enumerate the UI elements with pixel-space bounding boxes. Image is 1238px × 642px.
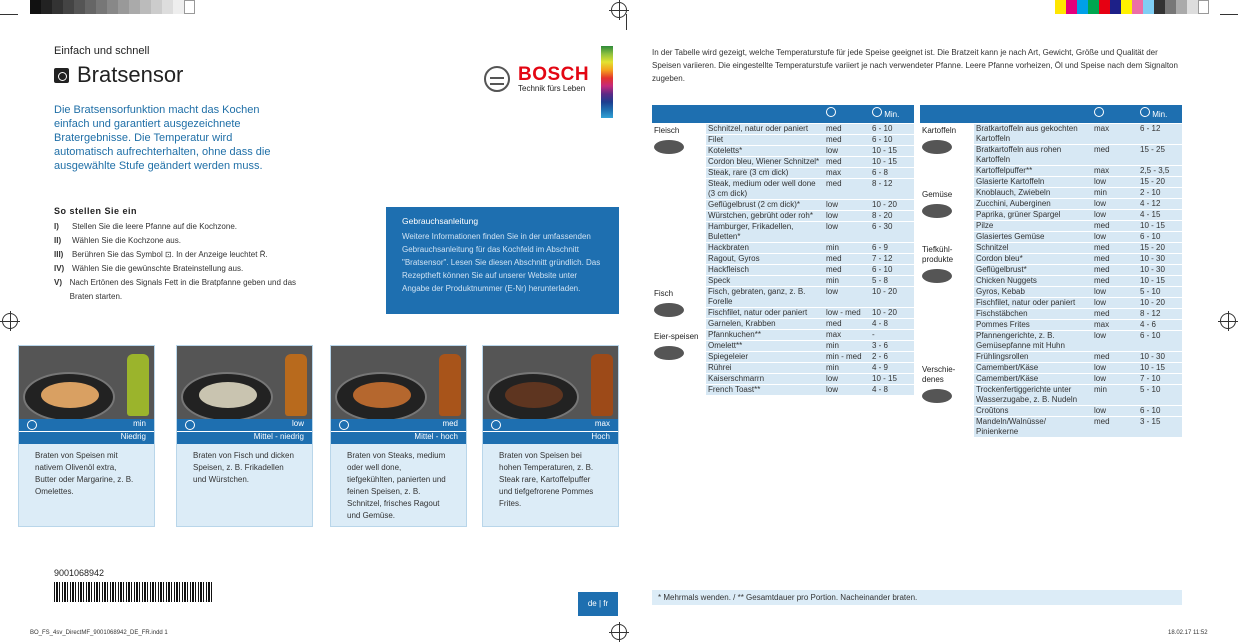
category-food-icon [922, 269, 952, 283]
pan-photo [19, 346, 154, 419]
category-food-icon [654, 140, 684, 154]
table-header-level [1092, 105, 1138, 123]
level-cell: low [1092, 209, 1138, 220]
level-card-low [176, 345, 313, 527]
level-description: Braten von Fisch und dicken Speisen, z. B. Frikadellen und Würstchen. [177, 444, 312, 526]
level-cell: low [824, 199, 870, 210]
category-food-icon [922, 204, 952, 218]
food-cell: Knoblauch, Zwiebeln [974, 187, 1092, 198]
food-cell: Hackbraten [706, 242, 824, 253]
registration-mark-top [611, 2, 627, 18]
minutes-cell: 6 - 12 [1138, 123, 1182, 144]
level-cell: max [1092, 123, 1138, 144]
level-cell: med [1092, 416, 1138, 437]
category-label: Eier-speisen [654, 331, 699, 341]
registration-mark-right [1220, 313, 1236, 329]
step-item: I) Stellen Sie die leere Pfanne auf die Kochzone. [54, 222, 238, 231]
page-title-text: Bratsensor [77, 62, 184, 87]
level-cell: min - med [824, 351, 870, 362]
food-cell: Hamburger, Frikadellen, Buletten* [706, 221, 824, 242]
level-cell: min [1092, 187, 1138, 198]
fold-mark [626, 14, 627, 30]
table-header-food [706, 105, 824, 123]
level-cell: med [824, 156, 870, 167]
level-cell: max [1092, 165, 1138, 176]
minutes-cell: 2 - 6 [870, 351, 914, 362]
food-cell: Glasiertes Gemüse [974, 231, 1092, 242]
minutes-cell: 15 - 20 [1138, 176, 1182, 187]
minutes-cell: 6 - 10 [870, 134, 914, 145]
minutes-cell: 10 - 20 [870, 199, 914, 210]
minutes-cell: 7 - 12 [870, 253, 914, 264]
level-cell: med [1092, 264, 1138, 275]
table-intro-note: In der Tabelle wird gezeigt, welche Temperaturstufe für jede Speise geeignet ist. Die Bratzeit kann je nach Art, Gewicht, Größe und Qualität der Speisen variieren. Die eingestellte Temperaturstufe variiert je nach verwendeter Pfanne. Leere Pfanne vorheizen, Öl und Speise nach dem Signalton zugeben. [652, 48, 1178, 83]
minutes-cell: 10 - 30 [1138, 253, 1182, 264]
temperature-icon [339, 420, 349, 430]
food-cell: Schnitzel, natur oder paniert [706, 123, 824, 134]
level-cell: max [1092, 319, 1138, 330]
minutes-cell: 15 - 25 [1138, 144, 1182, 165]
temperature-icon [185, 420, 195, 430]
food-cell: Camembert/Käse [974, 373, 1092, 384]
food-cell: Steak, medium oder well done (3 cm dick) [706, 178, 824, 199]
food-cell: Fisch, gebraten, ganz, z. B. Forelle [706, 286, 824, 307]
temperature-icon [1094, 107, 1104, 117]
category-label: Fleisch [654, 125, 680, 135]
table-header-food [974, 105, 1092, 123]
level-cell: low [824, 373, 870, 384]
page-title [54, 62, 183, 88]
food-cell: Paprika, grüner Spargel [974, 209, 1092, 220]
minutes-cell: 6 - 9 [870, 242, 914, 253]
food-cell: Glasierte Kartoffeln [974, 176, 1092, 187]
minutes-cell: 6 - 10 [1138, 330, 1182, 351]
food-cell: Frühlingsrollen [974, 351, 1092, 362]
minutes-cell: 8 - 20 [870, 210, 914, 221]
step-item: V) Nach Ertönen des Signals Fett in die Bratpfanne geben und das Braten starten. [54, 278, 297, 301]
pan-photo [177, 346, 312, 419]
level-name: Mittel - niedrig [177, 431, 312, 444]
pan-photo [331, 346, 466, 419]
category-cell [920, 362, 974, 437]
level-cell: min [1092, 384, 1138, 405]
print-grayscale-bar [30, 0, 195, 14]
level-cell: low [1092, 297, 1138, 308]
level-cell: min [824, 362, 870, 373]
barcode [54, 582, 214, 602]
oil-bottle [285, 354, 307, 416]
step-item: IV) Wählen Sie die gewünschte Brateinstellung aus. [54, 264, 244, 273]
temperature-icon [826, 107, 836, 117]
food-cell: French Toast** [706, 384, 824, 395]
food-cell: Bratkartoffeln aus rohen Kartoffeln [974, 144, 1092, 165]
brand-name: BOSCH [518, 64, 590, 85]
category-label: Verschie-denes [922, 364, 956, 384]
level-cell: low [824, 221, 870, 242]
food-cell: Koteletts* [706, 145, 824, 156]
table-header-category [920, 105, 974, 123]
food-cell: Spiegeleier [706, 351, 824, 362]
brand-slogan: Technik fürs Leben [518, 84, 586, 93]
minutes-cell: 6 - 8 [870, 167, 914, 178]
food-cell: Pommes Frites [974, 319, 1092, 330]
category-food-icon [654, 346, 684, 360]
table-header-level [824, 105, 870, 123]
minutes-cell: 10 - 15 [1138, 220, 1182, 231]
level-cell: med [824, 134, 870, 145]
food-cell: Bratkartoffeln aus gekochten Kartoffeln [974, 123, 1092, 144]
level-label: low [177, 419, 312, 431]
category-food-icon [922, 140, 952, 154]
minutes-cell: 5 - 10 [1138, 286, 1182, 297]
level-cell: med [1092, 308, 1138, 319]
minutes-cell: 8 - 12 [870, 178, 914, 199]
minutes-cell: 5 - 10 [1138, 384, 1182, 405]
minutes-cell: 2,5 - 3,5 [1138, 165, 1182, 176]
food-cell: Filet [706, 134, 824, 145]
level-description: Braten von Steaks, medium oder well done, tiefgekühlten, panierten und feinen Speisen, z. B. Schnitzel, frisches Ragout und Gemüse. [331, 444, 466, 526]
cooking-table-right [920, 105, 1182, 438]
level-label: max [483, 419, 618, 431]
step-item: II) Wählen Sie die Kochzone aus. [54, 236, 181, 245]
level-cell: med [824, 264, 870, 275]
minutes-cell: 8 - 12 [1138, 308, 1182, 319]
registration-mark-bottom [611, 624, 627, 640]
level-cell: med [1092, 351, 1138, 362]
timer-icon [872, 107, 882, 117]
category-food-icon [654, 303, 684, 317]
table-row [920, 242, 1182, 253]
level-cell: low [1092, 330, 1138, 351]
bosch-armature-icon [484, 66, 510, 92]
table-row [652, 286, 914, 307]
minutes-cell: 10 - 15 [870, 156, 914, 167]
level-cell: med [1092, 144, 1138, 165]
level-cell: med [1092, 242, 1138, 253]
minutes-cell: 10 - 15 [870, 145, 914, 156]
category-label: Fisch [654, 288, 674, 298]
minutes-cell: 4 - 6 [1138, 319, 1182, 330]
level-cell: low [1092, 231, 1138, 242]
steps-list [54, 220, 314, 304]
table-row [920, 187, 1182, 198]
minutes-cell: 10 - 30 [1138, 264, 1182, 275]
level-cell: med [824, 178, 870, 199]
food-cell: Trockenfertiggerichte unter Wasserzugabe, z. B. Nudeln [974, 384, 1092, 405]
minutes-cell: 10 - 20 [1138, 297, 1182, 308]
oil-bottle [591, 354, 613, 416]
table-row [920, 362, 1182, 373]
minutes-cell: 2 - 10 [1138, 187, 1182, 198]
intro-text: Die Bratsensorfunktion macht das Kochen einfach und garantiert ausgezeichnete Bratergebnisse. Die Temperatur wird automatisch aufrechterhalten, ohne dass die ausgewählte Stufe geändert werden muss. [54, 104, 271, 172]
food-cell: Hackfleisch [706, 264, 824, 275]
level-cell: max [824, 167, 870, 178]
level-cell: low [824, 384, 870, 395]
oil-bottle [127, 354, 149, 416]
food-cell: Pfannengerichte, z. B. Gemüsepfanne mit Huhn [974, 330, 1092, 351]
print-color-bar [1055, 0, 1209, 14]
food-cell: Speck [706, 275, 824, 286]
food-cell: Garnelen, Krabben [706, 318, 824, 329]
food-cell: Kartoffelpuffer** [974, 165, 1092, 176]
level-label: med [331, 419, 466, 431]
category-cell [652, 123, 706, 286]
food-cell: Camembert/Käse [974, 362, 1092, 373]
level-cell: max [824, 329, 870, 340]
level-cell: low - med [824, 307, 870, 318]
minutes-cell: 7 - 10 [1138, 373, 1182, 384]
registration-mark-left [2, 313, 18, 329]
category-cell [920, 187, 974, 242]
manual-text: Weitere Informationen finden Sie in der umfassenden Gebrauchsanleitung für das Kochfeld im Abschnitt "Bratsensor". Lesen Sie diesen Abschnitt gründlich. Das Rezeptheft können Sie auf unserer Website unter Angabe der Produktnummer (E-Nr) herunterladen. [402, 232, 601, 293]
level-cell: med [824, 318, 870, 329]
food-cell: Pfannkuchen** [706, 329, 824, 340]
manual-heading: Gebrauchsanleitung [402, 216, 479, 226]
level-label: min [19, 419, 154, 431]
category-cell [652, 329, 706, 395]
frying-sensor-icon [54, 68, 69, 83]
level-cell: med [824, 253, 870, 264]
food-cell: Schnitzel [974, 242, 1092, 253]
table-header-minutes: Min. [870, 105, 914, 123]
food-cell: Fischfilet, natur oder paniert [974, 297, 1092, 308]
step-item: III) Berühren Sie das Symbol ⊡. In der Anzeige leuchtet R̄. [54, 250, 268, 259]
food-in-pan [41, 382, 99, 408]
category-label: Kartoffeln [922, 125, 957, 135]
food-cell: Chicken Nuggets [974, 275, 1092, 286]
food-in-pan [353, 382, 411, 408]
food-cell: Croûtons [974, 405, 1092, 416]
minutes-cell: - [870, 329, 914, 340]
minutes-cell: 4 - 8 [870, 384, 914, 395]
footnote: * Mehrmals wenden. / ** Gesamtdauer pro Portion. Nacheinander braten. [652, 590, 1182, 605]
food-cell: Steak, rare (3 cm dick) [706, 167, 824, 178]
minutes-cell: 10 - 15 [870, 373, 914, 384]
category-cell [920, 242, 974, 362]
level-cell: med [1092, 253, 1138, 264]
food-cell: Gyros, Kebab [974, 286, 1092, 297]
minutes-cell: 3 - 6 [870, 340, 914, 351]
level-description: Braten von Speisen mit nativem Olivenöl extra, Butter oder Margarine, z. B. Omelettes. [19, 444, 154, 526]
page-subtitle: Einfach und schnell [54, 45, 150, 57]
food-cell: Rührei [706, 362, 824, 373]
level-cell: low [1092, 362, 1138, 373]
table-header-category [652, 105, 706, 123]
pan-photo [483, 346, 618, 419]
bosch-logo [484, 64, 589, 93]
oil-bottle [439, 354, 461, 416]
level-cell: min [824, 340, 870, 351]
crop-mark [0, 14, 18, 15]
food-in-pan [199, 382, 257, 408]
food-cell: Geflügelbrust* [974, 264, 1092, 275]
level-cell: low [1092, 198, 1138, 209]
manual-info-box [386, 207, 619, 314]
minutes-cell: 10 - 15 [1138, 275, 1182, 286]
level-cell: low [1092, 405, 1138, 416]
level-cell: low [1092, 373, 1138, 384]
minutes-cell: 5 - 8 [870, 275, 914, 286]
footer-date: 18.02.17 11:52 [1168, 630, 1208, 636]
category-food-icon [922, 389, 952, 403]
language-tab: de | fr [578, 592, 618, 616]
level-cell: med [824, 123, 870, 134]
minutes-cell: 15 - 20 [1138, 242, 1182, 253]
level-name: Mittel - hoch [331, 431, 466, 444]
category-label: Gemüse [922, 189, 953, 199]
minutes-cell: 10 - 20 [870, 307, 914, 318]
level-cell: low [824, 210, 870, 221]
category-label: Tiefkühl-produkte [922, 244, 954, 264]
minutes-cell: 10 - 20 [870, 286, 914, 307]
minutes-cell: 10 - 30 [1138, 351, 1182, 362]
crop-mark [1220, 14, 1238, 15]
level-card-max [482, 345, 619, 527]
minutes-cell: 10 - 15 [1138, 362, 1182, 373]
minutes-cell: 6 - 10 [1138, 231, 1182, 242]
table-row [652, 123, 914, 134]
level-cell: low [1092, 176, 1138, 187]
food-cell: Fischstäbchen [974, 308, 1092, 319]
footer-filename: BO_FS_4sv_DirectMF_9001068942_DE_FR.indd 1 [30, 630, 168, 636]
temperature-icon [491, 420, 501, 430]
minutes-cell: 6 - 10 [1138, 405, 1182, 416]
minutes-cell: 4 - 15 [1138, 209, 1182, 220]
level-name: Hoch [483, 431, 618, 444]
level-card-min [18, 345, 155, 527]
level-cell: min [824, 275, 870, 286]
brand-color-stripe [601, 46, 613, 118]
minutes-cell: 6 - 10 [870, 264, 914, 275]
level-card-med [330, 345, 467, 527]
level-cell: low [824, 286, 870, 307]
minutes-cell: 4 - 8 [870, 318, 914, 329]
food-cell: Cordon bleu* [974, 253, 1092, 264]
table-row [920, 123, 1182, 144]
food-cell: Kaiserschmarrn [706, 373, 824, 384]
minutes-cell: 3 - 15 [1138, 416, 1182, 437]
food-cell: Würstchen, gebrüht oder roh* [706, 210, 824, 221]
cooking-table-left [652, 105, 914, 396]
table-header-minutes: Min. [1138, 105, 1182, 123]
food-cell: Zucchini, Auberginen [974, 198, 1092, 209]
minutes-cell: 6 - 10 [870, 123, 914, 134]
temperature-icon [27, 420, 37, 430]
food-cell: Cordon bleu, Wiener Schnitzel* [706, 156, 824, 167]
minutes-cell: 4 - 9 [870, 362, 914, 373]
food-cell: Fischfilet, natur oder paniert [706, 307, 824, 318]
table-row [652, 329, 914, 340]
level-cell: med [1092, 275, 1138, 286]
level-name: Niedrig [19, 431, 154, 444]
food-in-pan [505, 382, 563, 408]
level-cell: min [824, 242, 870, 253]
food-cell: Ragout, Gyros [706, 253, 824, 264]
level-cell: low [1092, 286, 1138, 297]
food-cell: Pilze [974, 220, 1092, 231]
food-cell: Mandeln/Walnüsse/ Pinienkerne [974, 416, 1092, 437]
level-description: Braten von Speisen bei hohen Temperaturen, z. B. Steak rare, Kartoffelpuffer und tiefgefrorene Pommes Frites. [483, 444, 618, 526]
steps-title: So stellen Sie ein [54, 206, 138, 216]
category-cell [652, 286, 706, 329]
category-cell [920, 123, 974, 187]
food-cell: Geflügelbrust (2 cm dick)* [706, 199, 824, 210]
level-cell: med [1092, 220, 1138, 231]
timer-icon [1140, 107, 1150, 117]
food-cell: Omelett** [706, 340, 824, 351]
level-cell: low [824, 145, 870, 156]
product-number: 9001068942 [54, 568, 105, 578]
minutes-cell: 6 - 30 [870, 221, 914, 242]
minutes-cell: 4 - 12 [1138, 198, 1182, 209]
